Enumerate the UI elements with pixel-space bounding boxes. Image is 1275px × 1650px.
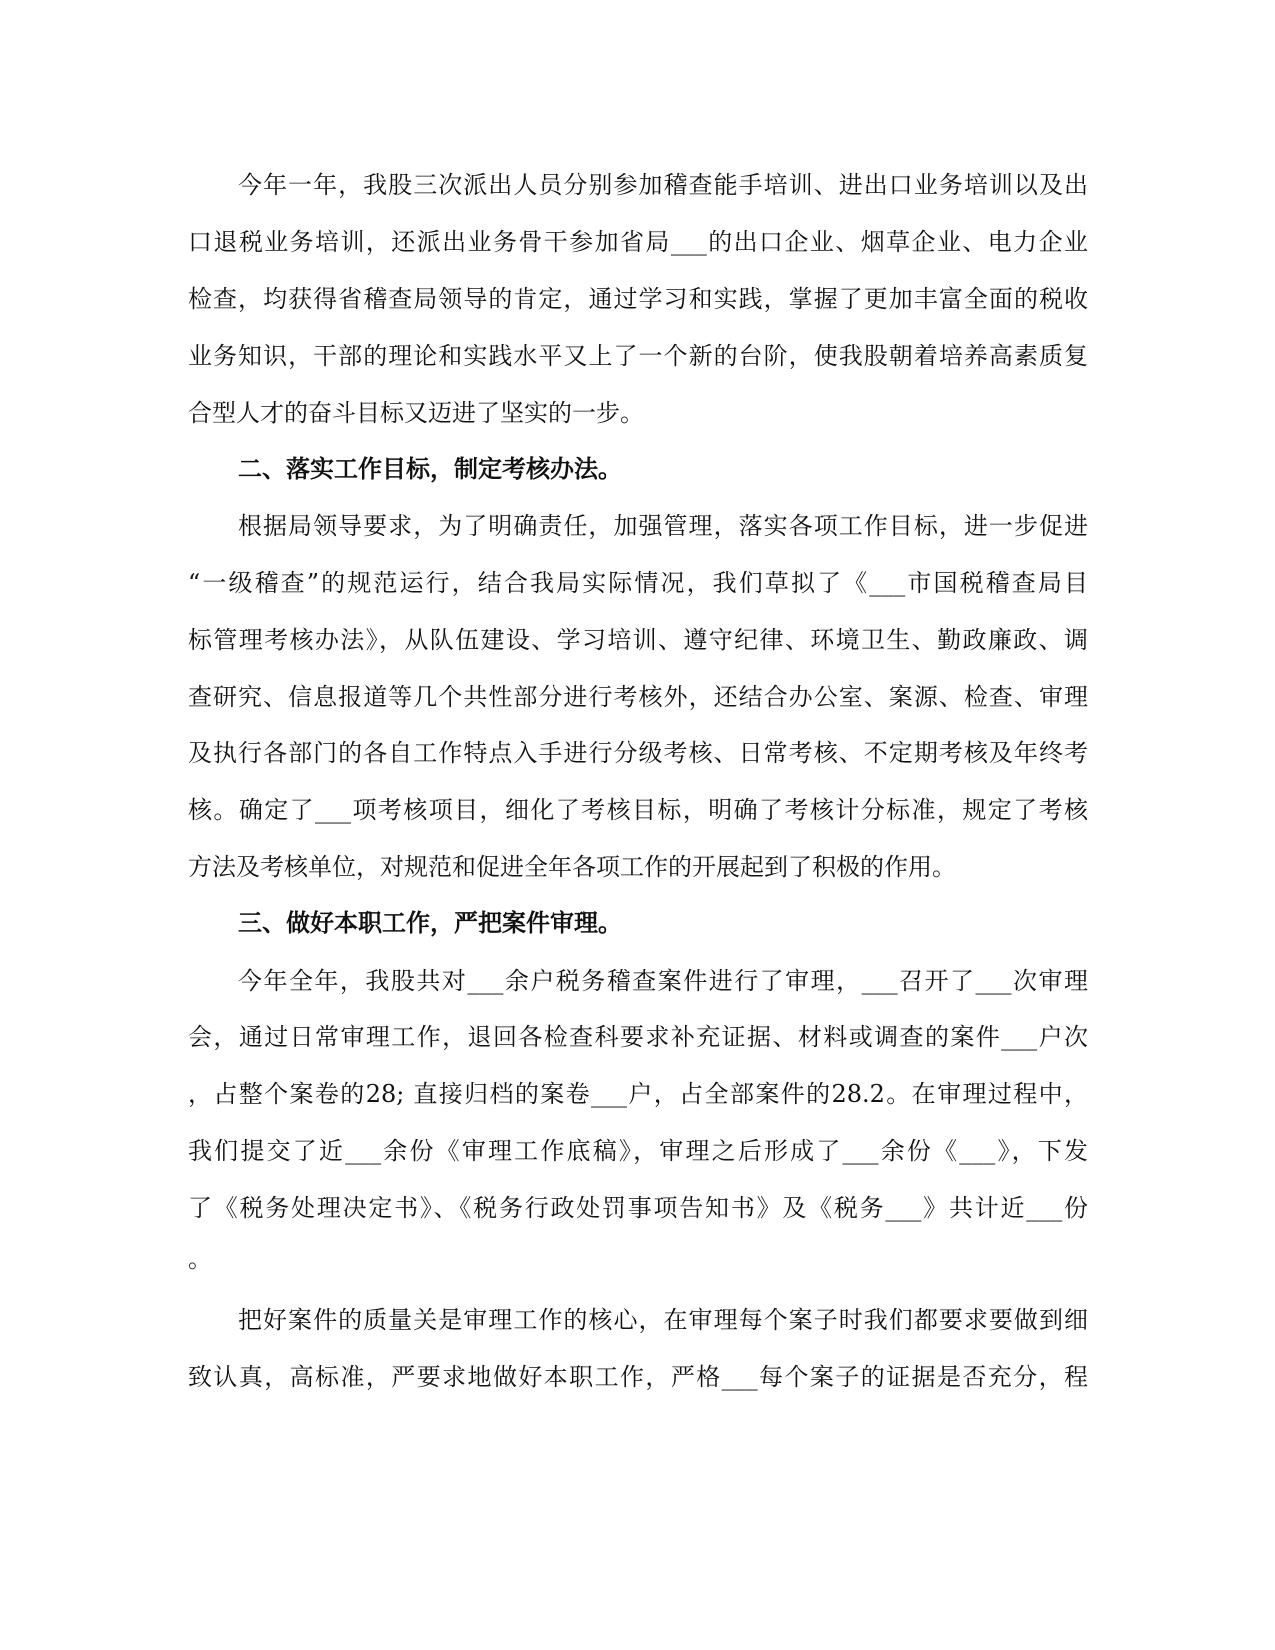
paragraph-2-line-7: 方法及考核单位，对规范和促进全年各项工作的开展起到了积极的作用。: [188, 853, 956, 881]
paragraph-4-line-1: 把好案件的质量关是审理工作的核心，在审理每个案子时我们都要求要做到细: [238, 1306, 1088, 1334]
paragraph-2-line-1: 根据局领导要求，为了明确责任，加强管理，落实各项工作目标，进一步促进: [238, 512, 1088, 540]
paragraph-3-line-1: 今年全年，我股共对___余户税务稽查案件进行了审理，___召开了___次审理: [238, 967, 1088, 995]
paragraph-2-line-4: 查研究、信息报道等几个共性部分进行考核外，还结合办公室、案源、检查、审理: [188, 683, 1088, 711]
paragraph-2-line-3: 标管理考核办法》，从队伍建设、学习培训、遵守纪律、环境卫生、勤政廉政、调: [188, 626, 1088, 654]
paragraph-1-line-1: 今年一年，我股三次派出人员分别参加稽查能手培训、进出口业务培训以及出: [238, 171, 1088, 199]
paragraph-2-line-6: 核。确定了___项考核项目，细化了考核目标，明确了考核计分标准，规定了考核: [188, 796, 1088, 824]
section-heading-3: 三、做好本职工作，严把案件审理。: [238, 908, 622, 937]
section-heading-2: 二、落实工作目标，制定考核办法。: [238, 454, 622, 483]
paragraph-3-line-2: 会，通过日常审理工作，退回各检查科要求补充证据、材料或调查的案件___户次: [188, 1023, 1088, 1051]
paragraph-1-line-4: 业务知识，干部的理论和实践水平又上了一个新的台阶，使我股朝着培养高素质复: [188, 342, 1088, 370]
paragraph-1-line-3: 检查，均获得省稽查局领导的肯定，通过学习和实践，掌握了更加丰富全面的税收: [188, 285, 1088, 313]
paragraph-1-line-2: 口退税业务培训，还派出业务骨干参加省局___的出口企业、烟草企业、电力企业: [188, 228, 1088, 256]
paragraph-3-line-3: ，占整个案卷的28; 直接归档的案卷___户，占全部案件的28.2。在审理过程中，: [188, 1080, 1088, 1108]
paragraph-2-line-5: 及执行各部门的各自工作特点入手进行分级考核、日常考核、不定期考核及年终考: [188, 739, 1088, 767]
paragraph-3-line-5: 了《税务处理决定书》、《税务行政处罚事项告知书》及《税务___》共计近___份: [188, 1194, 1088, 1222]
paragraph-1-line-5: 合型人才的奋斗目标又迈进了坚实的一步。: [188, 399, 644, 427]
paragraph-3-line-4: 我们提交了近___余份《审理工作底稿》，审理之后形成了___余份《___》，下发: [188, 1137, 1088, 1165]
paragraph-4-line-2: 致认真，高标准，严要求地做好本职工作，严格___每个案子的证据是否充分，程: [188, 1363, 1088, 1391]
paragraph-3-line-6: 。: [188, 1245, 212, 1273]
paragraph-2-line-2: “一级稽查”的规范运行，结合我局实际情况，我们草拟了《___市国税稽查局目: [188, 569, 1088, 597]
